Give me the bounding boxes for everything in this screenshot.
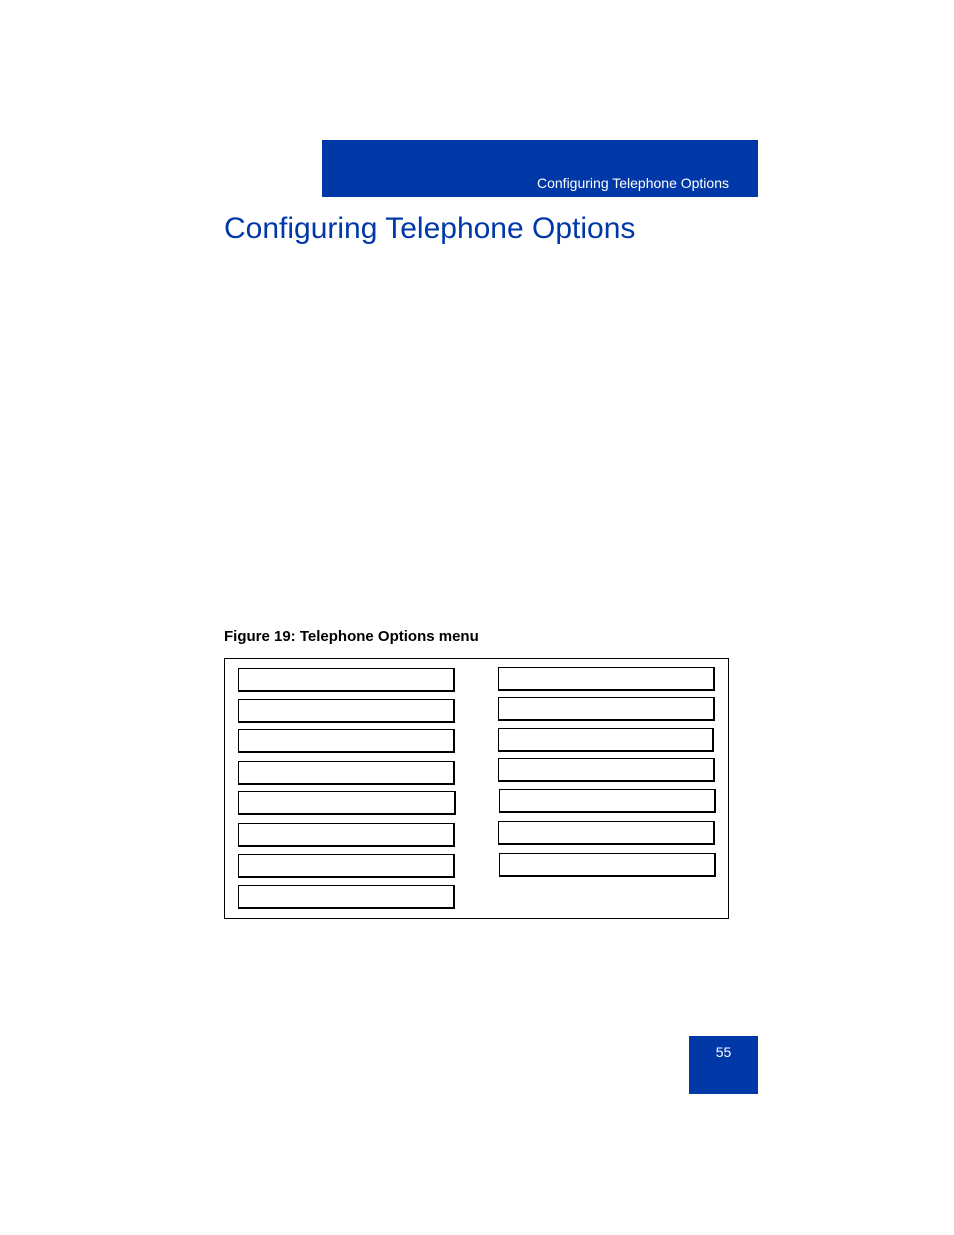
menu-item-right-2[interactable]	[498, 697, 715, 721]
menu-item-right-7[interactable]	[499, 853, 716, 877]
menu-item-left-3[interactable]	[238, 729, 455, 753]
page-number: 55	[715, 1044, 732, 1060]
menu-item-left-7[interactable]	[238, 854, 455, 878]
menu-item-left-1[interactable]	[238, 668, 455, 692]
menu-item-left-8[interactable]	[238, 885, 455, 909]
menu-item-right-3[interactable]	[498, 728, 714, 752]
menu-item-right-5[interactable]	[499, 789, 716, 813]
menu-item-left-4[interactable]	[238, 761, 455, 785]
running-header-bar	[322, 140, 758, 197]
menu-item-right-4[interactable]	[498, 758, 715, 782]
running-header-title: Configuring Telephone Options	[537, 175, 729, 191]
menu-item-left-2[interactable]	[238, 699, 455, 723]
menu-item-left-5[interactable]	[238, 791, 456, 815]
menu-item-right-1[interactable]	[498, 667, 715, 691]
figure-caption: Figure 19: Telephone Options menu	[224, 628, 479, 645]
menu-item-left-6[interactable]	[238, 823, 455, 847]
page-title: Configuring Telephone Options	[224, 212, 636, 245]
page-number-tab	[689, 1036, 758, 1094]
menu-item-right-6[interactable]	[498, 821, 715, 845]
telephone-options-menu	[224, 658, 729, 919]
